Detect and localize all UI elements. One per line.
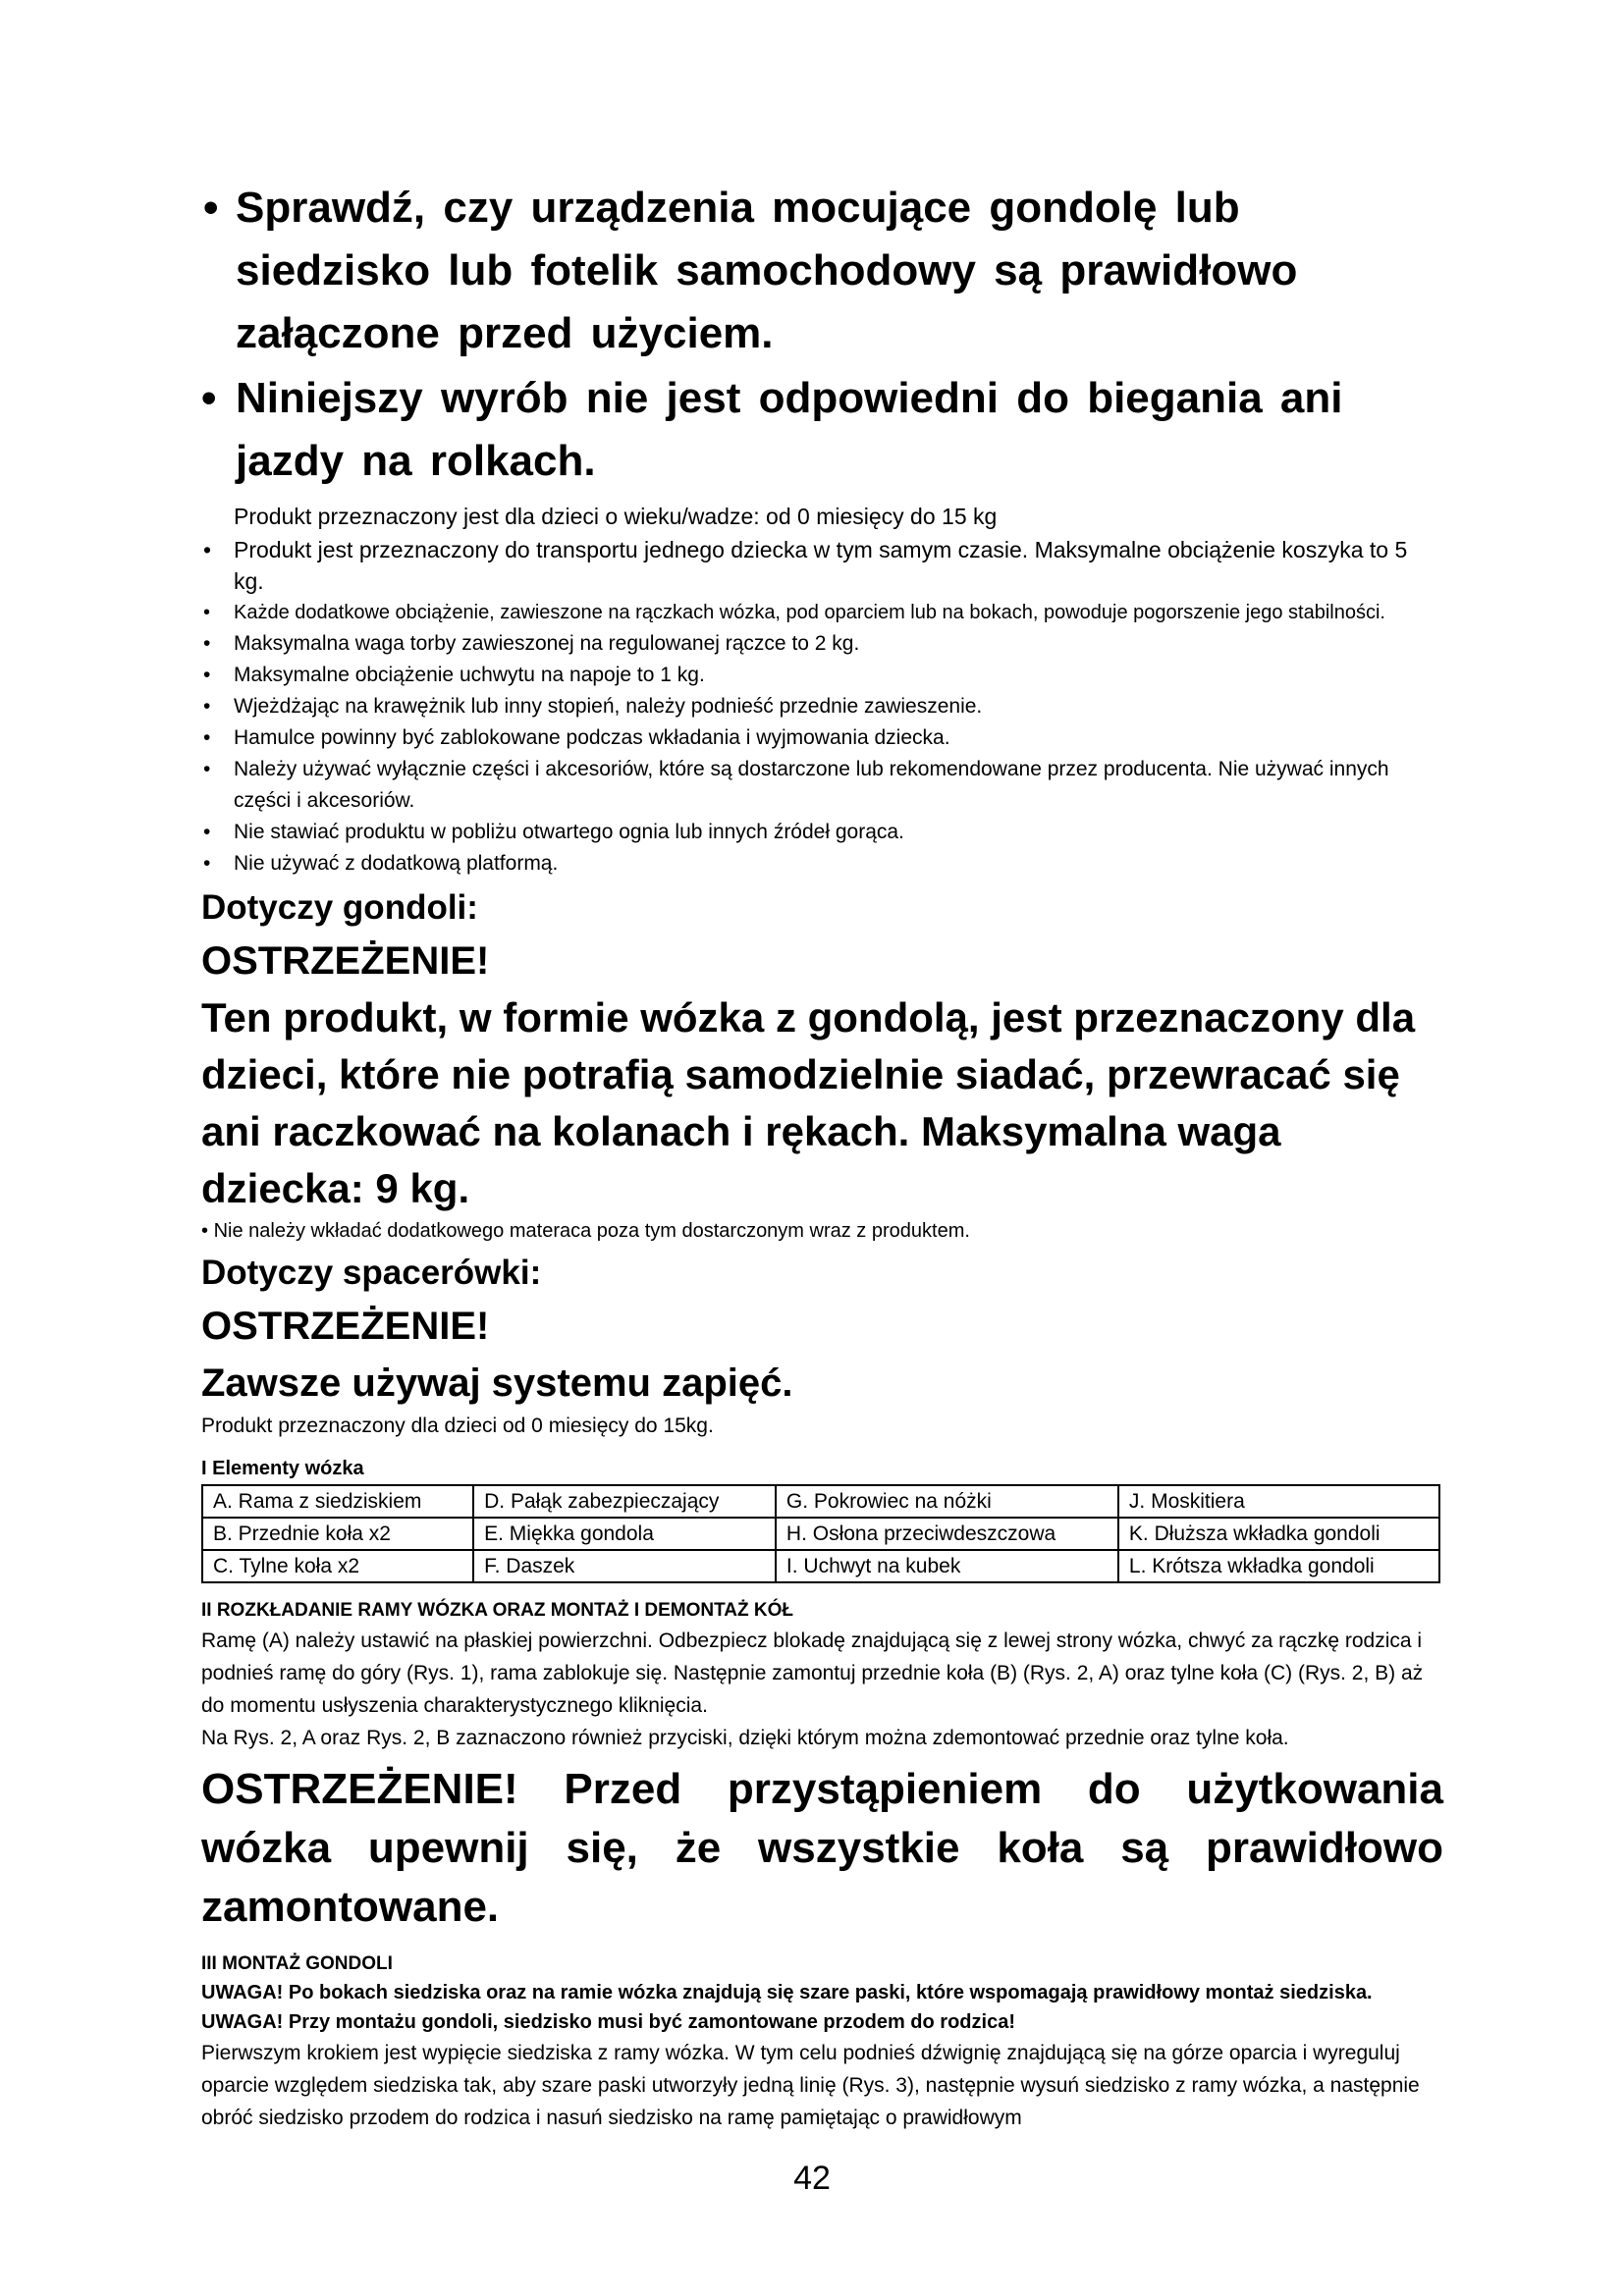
stroller-note: Produkt przeznaczony dla dzieci od 0 miesięcy do 15kg. bbox=[201, 1415, 714, 1437]
table-cell: H. Osłona przeciwdeszczowa bbox=[776, 1518, 1118, 1550]
table-cell: J. Moskitiera bbox=[1118, 1485, 1439, 1518]
table-row bbox=[202, 1485, 1439, 1518]
table-cell: G. Pokrowiec na nóżki bbox=[776, 1485, 1118, 1518]
table-cell: E. Miękka gondola bbox=[473, 1518, 776, 1550]
list-item: • Nie stawiać produktu w pobliżu otwartego ognia lub innych źródeł gorąca. bbox=[203, 821, 904, 843]
bullet-dot: • bbox=[201, 374, 217, 422]
table-row bbox=[202, 1550, 1439, 1582]
gondola-warning-text: Ten produkt, w formie wózka z gondolą, jest przeznaczony dla dzieci, które nie potrafią samodzielnie siadać, przewracać się ani raczkować na kolanach i rękach. Maksymalna waga dziecka: 9 kg. bbox=[201, 994, 1416, 1211]
list-item: • Produkt jest przeznaczony do transportu jednego dziecka w tym samym czasie. Maksymalne obciążenie koszyka to 5 kg. bbox=[203, 537, 1408, 594]
list-item: • Nie używać z dodatkową platformą. bbox=[203, 852, 559, 875]
table-cell: L. Krótsza wkładka gondoli bbox=[1118, 1550, 1439, 1582]
section-3-title: III MONTAŻ GONDOLI bbox=[201, 1953, 393, 1974]
stroller-heading: Dotyczy spacerówki: bbox=[201, 1254, 542, 1292]
gondola-heading: Dotyczy gondoli: bbox=[201, 888, 478, 927]
list-item: • Hamulce powinny być zablokowane podczas wkładania i wyjmowania dziecka. bbox=[203, 726, 950, 749]
warning-bullet-1: • Sprawdź, czy urządzenia mocujące gondolę lub siedzisko lub fotelik samochodowy są prawidłowo załączone przed użyciem. bbox=[201, 177, 1443, 365]
list-item: • Należy używać wyłącznie części i akcesoriów, które są dostarczone lub rekomendowane przez producenta. Nie używać innych części i akcesoriów. bbox=[203, 758, 1389, 812]
table-cell: F. Daszek bbox=[473, 1550, 776, 1582]
section-2-title: II ROZKŁADANIE RAMY WÓZKA ORAZ MONTAŻ I DEMONTAŻ KÓŁ bbox=[201, 1600, 794, 1621]
gondola-note: • Nie należy wkładać dodatkowego materaca poza tym dostarczonym wraz z produktem. bbox=[201, 1220, 970, 1242]
document-page bbox=[201, 177, 1443, 2134]
table-cell: I. Uchwyt na kubek bbox=[776, 1550, 1118, 1582]
list-item: • Każde dodatkowe obciążenie, zawieszone na rączkach wózka, pod oparciem lub na bokach, powoduje pogorszenie jego stabilności. bbox=[203, 602, 1385, 623]
section-3-paragraph: Pierwszym krokiem jest wypięcie siedziska z ramy wózka. W tym celu podnieś dźwignię znajdującą się na górze oparcia i wyreguluj oparcie względem siedziska tak, aby szare paski utworzyły jedną linię (Rys. 3), następnie wysuń siedzisko z ramy wózka, a następnie obróć siedzisko przodem do rodzica i nasuń siedzisko na ramę pamiętając o prawidłowym bbox=[201, 2042, 1420, 2129]
section-3-note-1: UWAGA! Po bokach siedziska oraz na ramie wózka znajdują się szare paski, które wspomagają prawidłowy montaż siedziska. bbox=[201, 1982, 1373, 2003]
table-cell: C. Tylne koła x2 bbox=[202, 1550, 473, 1582]
section-2-paragraph-2: Na Rys. 2, A oraz Rys. 2, B zaznaczono również przyciski, dzięki którym można zdemontować przednie oraz tylne koła. bbox=[201, 1727, 1289, 1749]
warning-bullet-2: • Niniejszy wyrób nie jest odpowiedni do biegania ani jazdy na rolkach. bbox=[201, 367, 1443, 493]
elements-table bbox=[201, 1484, 1440, 1583]
age-weight-line: Produkt przeznaczony jest dla dzieci o wieku/wadze: od 0 miesięcy do 15 kg bbox=[234, 504, 998, 529]
table-row bbox=[202, 1518, 1439, 1550]
table-cell: A. Rama z siedziskiem bbox=[202, 1485, 473, 1518]
wheels-warning: OSTRZEŻENIE! Przed przystąpieniem do użytkowania wózka upewnij się, że wszystkie koła są prawidłowo zamontowane. bbox=[201, 1765, 1443, 1931]
gondola-warning-label: OSTRZEŻENIE! bbox=[201, 939, 490, 983]
section-2-paragraph: Ramę (A) należy ustawić na płaskiej powierzchni. Odbezpiecz blokadę znajdującą się z lewej strony wózka, chwyć za rączkę rodzica i podnieś ramę do góry (Rys. 1), rama zablokuje się. Następnie zamontuj przednie koła (B) (Rys. 2, A) oraz tylne koła (C) (Rys. 2, B) aż do momentu usłyszenia charakterystycznego kliknięcia. bbox=[201, 1629, 1424, 1717]
bullet-dot: • bbox=[201, 1220, 214, 1242]
list-item: • Maksymalne obciążenie uchwytu na napoje to 1 kg. bbox=[203, 664, 705, 686]
list-item: • Maksymalna waga torby zawieszonej na regulowanej rączce to 2 kg. bbox=[203, 632, 860, 655]
table-cell: K. Dłuższa wkładka gondoli bbox=[1118, 1518, 1439, 1550]
elements-title: I Elementy wózka bbox=[201, 1458, 364, 1479]
stroller-warning-text: Zawsze używaj systemu zapięć. bbox=[201, 1362, 793, 1405]
list-item: • Wjeżdżając na krawężnik lub inny stopień, należy podnieść przednie zawieszenie. bbox=[203, 695, 983, 718]
stroller-warning-label: OSTRZEŻENIE! bbox=[201, 1305, 490, 1348]
page-number: 42 bbox=[793, 2160, 831, 2197]
table-cell: D. Pałąk zabezpieczający bbox=[473, 1485, 776, 1518]
section-3-note-2: UWAGA! Przy montażu gondoli, siedzisko musi być zamontowane przodem do rodzica! bbox=[201, 2011, 1015, 2033]
safety-list bbox=[201, 534, 1443, 880]
bullet-dot: • bbox=[203, 184, 219, 232]
table-cell: B. Przednie koła x2 bbox=[202, 1518, 473, 1550]
